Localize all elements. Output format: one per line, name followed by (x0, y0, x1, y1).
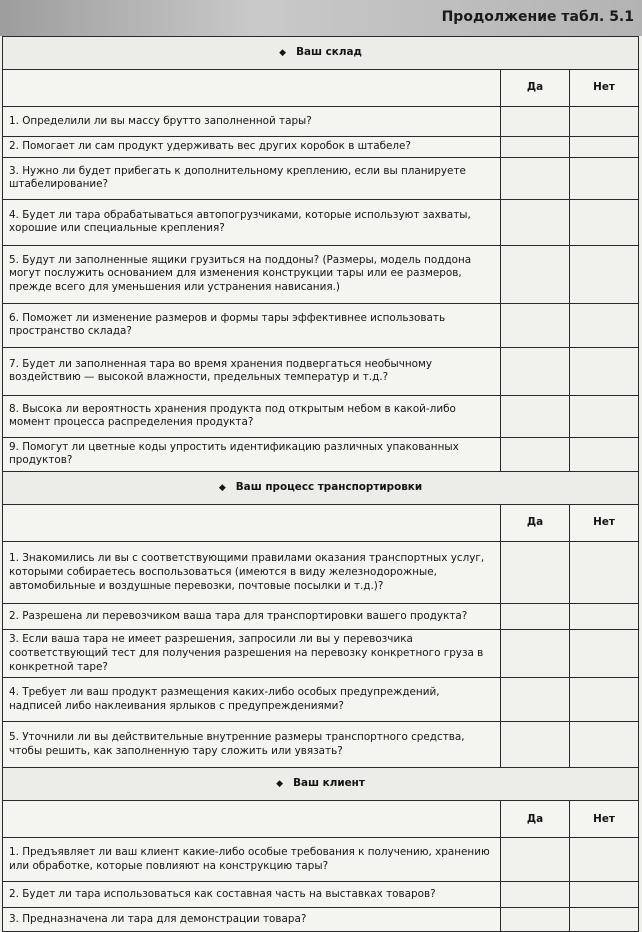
no-answer-cell[interactable] (570, 542, 639, 604)
yes-answer-cell[interactable] (501, 722, 570, 768)
question-text: 9. Помогут ли цветные коды упростить идентификацию различных упакованных продуктов? (3, 437, 501, 471)
diamond-bullet-icon: ◆ (279, 48, 287, 59)
column-header-row (3, 70, 639, 107)
yes-answer-cell[interactable] (501, 395, 570, 437)
no-answer-cell[interactable] (570, 882, 639, 908)
question-text: 1. Знакомились ли вы с соответствующими правилами оказания транспортных услуг, которыми собираетесь воспользоваться (имеются в виду железнодорожные, автомобильные и воздушные перевозки, почтовые посылки и т.д.)? (3, 542, 501, 604)
question-text: 3. Предназначена ли тара для демонстрации товара? (3, 908, 501, 932)
question-text: 3. Нужно ли будет прибегать к дополнительному креплению, если вы планируете штабелирование? (3, 157, 501, 199)
question-text: 7. Будет ли заполненная тара во время хранения подвергаться необычному воздействию — высокой влажности, предельных температур и т.д.? (3, 347, 501, 395)
table-continuation-label: Продолжение табл. 5.1 (441, 9, 634, 25)
no-answer-cell[interactable] (570, 437, 639, 471)
no-answer-cell[interactable] (570, 137, 639, 158)
section-row (3, 37, 639, 70)
no-answer-cell[interactable] (570, 678, 639, 722)
yes-answer-cell[interactable] (501, 542, 570, 604)
question-text: 5. Уточнили ли вы действительные внутренние размеры транспортного средства, чтобы решить, как заполненную тару сложить или увязать? (3, 722, 501, 768)
section-title: ◆ Ваш склад (3, 37, 639, 70)
no-answer-cell[interactable] (570, 722, 639, 768)
yes-column-header: Да (501, 70, 570, 107)
diamond-bullet-icon: ◆ (218, 483, 226, 494)
question-text: 4. Требует ли ваш продукт размещения каких-либо особых предупреждений, надписей либо наклеивания ярлыков с предупреждениями? (3, 678, 501, 722)
no-answer-cell[interactable] (570, 347, 639, 395)
question-text: 1. Предъявляет ли ваш клиент какие-либо особые требования к получению, хранению или обработке, которые повлияют на конструкцию тары? (3, 838, 501, 882)
yes-answer-cell[interactable] (501, 908, 570, 932)
no-answer-cell[interactable] (570, 303, 639, 347)
table-row (3, 107, 639, 137)
yes-answer-cell[interactable] (501, 303, 570, 347)
table-row (3, 838, 639, 882)
no-answer-cell[interactable] (570, 838, 639, 882)
table-row (3, 395, 639, 437)
no-answer-cell[interactable] (570, 245, 639, 303)
no-answer-cell[interactable] (570, 395, 639, 437)
no-answer-cell[interactable] (570, 630, 639, 678)
yes-answer-cell[interactable] (501, 882, 570, 908)
page-header-bar (0, 0, 642, 36)
yes-column-header: Да (501, 505, 570, 542)
question-text: 1. Определили ли вы массу брутто заполненной тары? (3, 107, 501, 137)
no-column-header: Нет (570, 505, 639, 542)
table-row (3, 908, 639, 932)
no-answer-cell[interactable] (570, 107, 639, 137)
no-column-header: Нет (570, 70, 639, 107)
question-header-cell (3, 505, 501, 542)
table-row (3, 199, 639, 245)
table-row (3, 157, 639, 199)
column-header-row (3, 801, 639, 838)
question-text: 4. Будет ли тара обрабатываться автопогрузчиками, которые используют захваты, хорошие или специальные крепления? (3, 199, 501, 245)
yes-column-header: Да (501, 801, 570, 838)
diamond-bullet-icon: ◆ (276, 779, 284, 790)
table-row (3, 137, 639, 158)
yes-answer-cell[interactable] (501, 347, 570, 395)
no-answer-cell[interactable] (570, 157, 639, 199)
section-row (3, 768, 639, 801)
yes-answer-cell[interactable] (501, 157, 570, 199)
question-header-cell (3, 70, 501, 107)
yes-answer-cell[interactable] (501, 604, 570, 630)
section-title: ◆ Ваш процесс транспортировки (3, 472, 639, 505)
table-row (3, 882, 639, 908)
table-row (3, 347, 639, 395)
question-text: 3. Если ваша тара не имеет разрешения, запросили ли вы у перевозчика соответствующий тест для получения разрешения на перевозку конкретного груза в конкретной таре? (3, 630, 501, 678)
question-text: 2. Будет ли тара использоваться как составная часть на выставках товаров? (3, 882, 501, 908)
no-column-header: Нет (570, 801, 639, 838)
table-row (3, 604, 639, 630)
yes-answer-cell[interactable] (501, 107, 570, 137)
yes-answer-cell[interactable] (501, 630, 570, 678)
question-text: 6. Поможет ли изменение размеров и формы тары эффективнее использовать пространство склада? (3, 303, 501, 347)
question-text: 5. Будут ли заполненные ящики грузиться на поддоны? (Размеры, модель поддона могут послужить основанием для изменения конструкции тары или ее размеров, прежде всего для уменьшения или устранения нависания.) (3, 245, 501, 303)
question-text: 8. Высока ли вероятность хранения продукта под открытым небом в какой-либо момент процесса распределения продукта? (3, 395, 501, 437)
yes-answer-cell[interactable] (501, 437, 570, 471)
table-row (3, 542, 639, 604)
section-title: ◆ Ваш клиент (3, 768, 639, 801)
question-text: 2. Помогает ли сам продукт удерживать вес других коробок в штабеле? (3, 137, 501, 158)
question-text: 2. Разрешена ли перевозчиком ваша тара для транспортировки вашего продукта? (3, 604, 501, 630)
yes-answer-cell[interactable] (501, 838, 570, 882)
section-row (3, 472, 639, 505)
yes-answer-cell[interactable] (501, 199, 570, 245)
table-row (3, 722, 639, 768)
table-row (3, 245, 639, 303)
table-row (3, 678, 639, 722)
yes-answer-cell[interactable] (501, 245, 570, 303)
table-row (3, 303, 639, 347)
table-row (3, 630, 639, 678)
column-header-row (3, 505, 639, 542)
no-answer-cell[interactable] (570, 604, 639, 630)
no-answer-cell[interactable] (570, 908, 639, 932)
question-header-cell (3, 801, 501, 838)
no-answer-cell[interactable] (570, 199, 639, 245)
checklist-table (2, 36, 639, 932)
table-row (3, 437, 639, 471)
yes-answer-cell[interactable] (501, 678, 570, 722)
yes-answer-cell[interactable] (501, 137, 570, 158)
